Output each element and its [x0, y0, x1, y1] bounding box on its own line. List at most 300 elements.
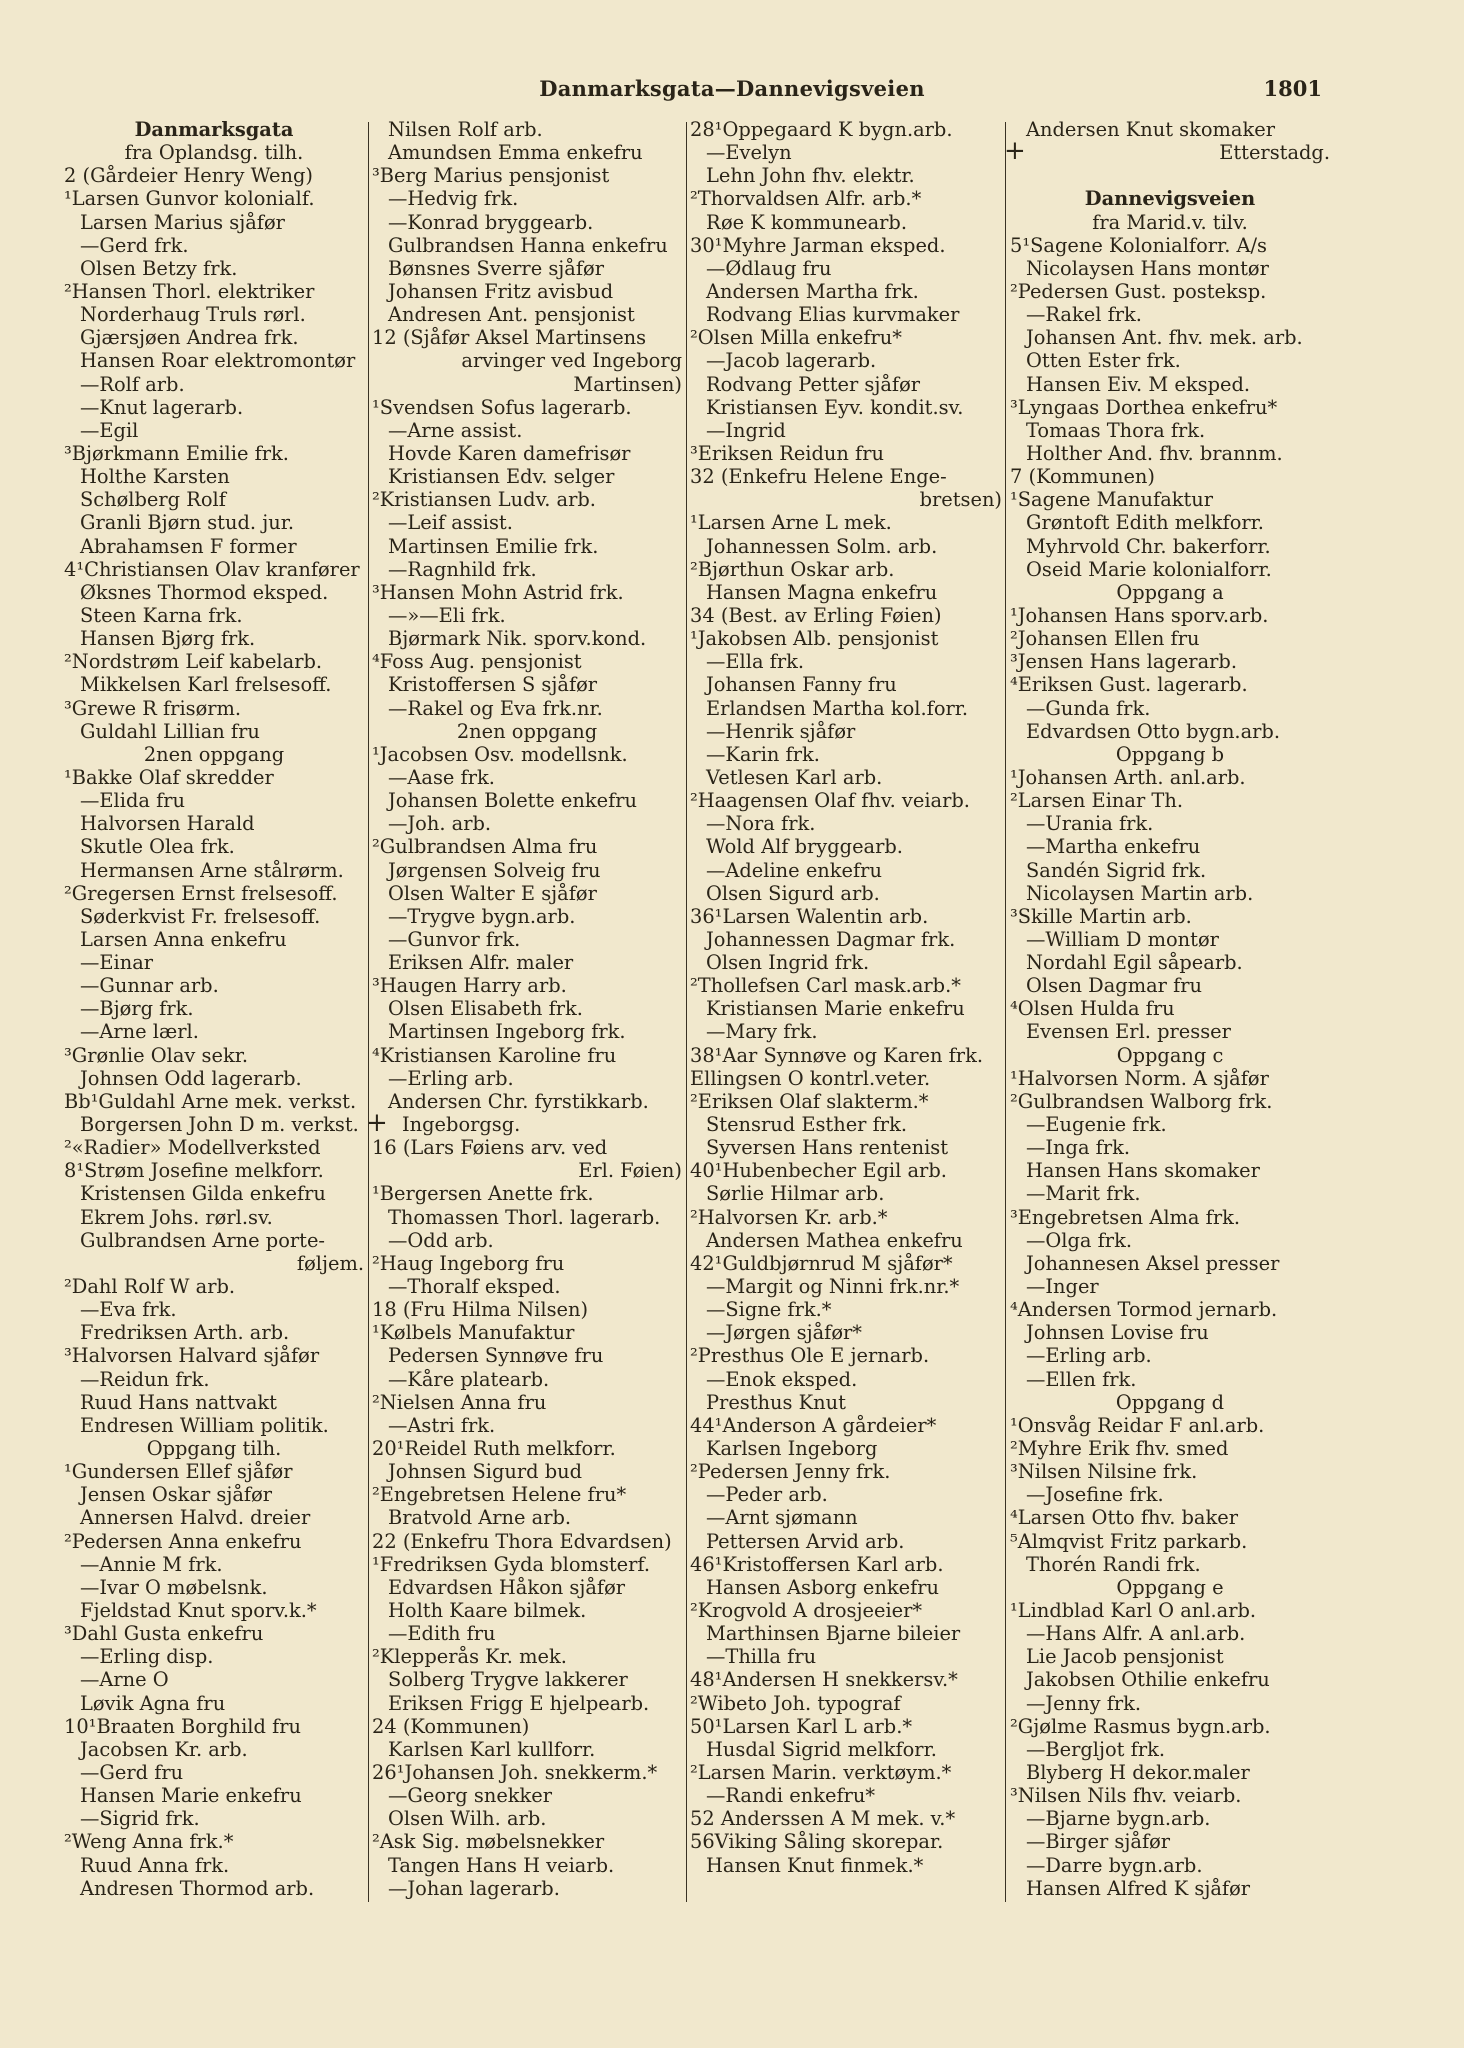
- directory-entry: Olsen Sigurd arb.: [706, 881, 880, 905]
- directory-entry: —Gunnar arb.: [80, 974, 219, 998]
- directory-entry: ³Eriksen Reidun fru: [690, 441, 884, 465]
- directory-entry: —Birger sjåfør: [1026, 1830, 1171, 1854]
- directory-entry: Erlandsen Martha kol.forr.: [706, 696, 969, 720]
- directory-entry: Ruud Anna frk.: [80, 1853, 230, 1877]
- directory-entry: Gulbrandsen Hanna enkefru: [388, 233, 668, 257]
- directory-entry: Fredriksen Arth. arb.: [80, 1321, 290, 1345]
- directory-entry: Hansen Asborg enkefru: [706, 1575, 940, 1599]
- directory-entry: Otten Ester frk.: [1026, 349, 1181, 373]
- directory-entry: Hansen Knut finmek.*: [706, 1853, 924, 1877]
- section-label: 2nen oppgang: [456, 719, 598, 743]
- directory-entry: ²Wibeto Joh. typograf: [690, 1691, 901, 1715]
- directory-entry: —Bjarne bygn.arb.: [1026, 1807, 1211, 1831]
- directory-entry: 56Viking Såling skorepar.: [690, 1830, 944, 1854]
- directory-entry: ¹Halvorsen Norm. A sjåfør: [1010, 1066, 1269, 1090]
- directory-entry: Annersen Halvd. dreier: [80, 1506, 311, 1530]
- directory-entry: 26¹Johansen Joh. snekkerm.*: [372, 1760, 658, 1784]
- section-label: Oppgang tilh.: [146, 1437, 282, 1461]
- directory-entry: 22 (Enkefru Thora Edvardsen): [372, 1529, 672, 1553]
- directory-entry: ⁴Andersen Tormod jernarb.: [1010, 1298, 1278, 1322]
- directory-entry: —Joh. arb.: [388, 812, 492, 836]
- directory-entry: Kristensen Gilda enkefru: [80, 1182, 326, 1206]
- directory-entry: Hansen Magna enkefru: [706, 580, 938, 604]
- directory-entry: Bønsnes Sverre sjåfør: [388, 256, 604, 280]
- section-label: Oppgang a: [1116, 580, 1224, 604]
- directory-entry: —Erling disp.: [80, 1645, 214, 1669]
- section-label: Oppgang d: [1115, 1390, 1225, 1414]
- directory-entry: —Rolf arb.: [80, 372, 185, 396]
- directory-entry: ²Halvorsen Kr. arb.*: [690, 1205, 888, 1229]
- directory-entry: ²Nielsen Anna fru: [372, 1390, 547, 1414]
- directory-entry: ²Dahl Rolf W arb.: [64, 1275, 236, 1299]
- cross-icon: +: [1004, 136, 1026, 167]
- directory-entry: Jensen Oskar sjåfør: [80, 1483, 273, 1507]
- directory-entry: ¹Jacobsen Osv. modellsnk.: [372, 742, 628, 766]
- directory-entry: —Darre bygn.arb.: [1026, 1853, 1203, 1877]
- directory-entry: Presthus Knut: [706, 1390, 846, 1414]
- directory-entry: —Knut lagerarb.: [80, 395, 244, 419]
- directory-entry: Hermansen Arne stålrørm.: [80, 858, 344, 882]
- directory-entry: Andersen Chr. fyrstikkarb.: [388, 1089, 649, 1113]
- directory-entry: Myhrvold Chr. bakerforr.: [1026, 534, 1271, 558]
- column-1: [64, 118, 364, 1900]
- directory-entry: Solberg Trygve lakkerer: [388, 1668, 628, 1692]
- directory-entry: —Elida fru: [80, 789, 186, 813]
- directory-entry: —Konrad bryggearb.: [388, 210, 594, 234]
- directory-entry: Martinsen Emilie frk.: [388, 534, 599, 558]
- directory-entry: ²Haug Ingeborg fru: [372, 1251, 565, 1275]
- directory-entry: Syversen Hans rentenist: [706, 1136, 949, 1160]
- directory-entry: ²Olsen Milla enkefru*: [690, 326, 902, 350]
- directory-entry: Blyberg H dekor.maler: [1026, 1760, 1250, 1784]
- directory-entry: Vetlesen Karl arb.: [706, 765, 883, 789]
- directory-entry: 4¹Christiansen Olav kranfører: [64, 557, 360, 581]
- directory-entry: —Eva frk.: [80, 1298, 177, 1322]
- directory-entry: Grøntoft Edith melkforr.: [1026, 511, 1264, 535]
- street-heading: Dannevigsveien: [1084, 187, 1256, 211]
- directory-entry: Bjørmark Nik. sporv.kond.: [388, 627, 647, 651]
- directory-entry: Johansen Bolette enkefru: [388, 789, 638, 813]
- directory-entry: føljem.: [296, 1251, 364, 1275]
- directory-entry: —Edith fru: [388, 1622, 496, 1646]
- directory-entry: 40¹Hubenbecher Egil arb.: [690, 1159, 947, 1183]
- directory-entry: Johnsen Sigurd bud: [388, 1460, 583, 1484]
- directory-entry: —Georg snekker: [388, 1784, 553, 1808]
- directory-entry: Norderhaug Truls rørl.: [80, 303, 306, 327]
- directory-entry: Martinsen): [573, 372, 682, 396]
- directory-entry: Fjeldstad Knut sporv.k.*: [80, 1599, 317, 1622]
- directory-entry: Kristoffersen S sjåfør: [388, 673, 598, 697]
- directory-entry: Rodvang Elias kurvmaker: [706, 303, 960, 327]
- directory-entry: Nicolaysen Hans montør: [1026, 256, 1269, 280]
- directory-entry: 48¹Andersen H snekkersv.*: [690, 1668, 958, 1692]
- directory-entry: ¹Larsen Gunvor kolonialf.: [64, 187, 315, 211]
- directory-entry: —Margit og Ninni frk.nr.*: [706, 1275, 960, 1299]
- page-header-title: Danmarksgata—Dannevigsveien: [539, 76, 925, 101]
- directory-entry: 20¹Reidel Ruth melkforr.: [372, 1437, 616, 1461]
- directory-entry: Holther And. fhv. brannm.: [1026, 441, 1283, 465]
- directory-entry: Wold Alf bryggearb.: [706, 835, 903, 859]
- directory-entry: —Aase frk.: [388, 765, 495, 789]
- directory-entry: ³Skille Martin arb.: [1010, 904, 1192, 928]
- directory-entry: Andresen Ant. pensjonist: [388, 303, 635, 327]
- section-label: Oppgang e: [1116, 1575, 1224, 1599]
- directory-entry: Larsen Marius sjåfør: [80, 210, 285, 234]
- directory-entry: ²Larsen Einar Th.: [1010, 789, 1183, 813]
- directory-entry: —Evelyn: [706, 141, 792, 165]
- directory-entry: Ekrem Johs. rørl.sv.: [80, 1205, 273, 1229]
- directory-entry: ²Gjølme Rasmus bygn.arb.: [1010, 1714, 1271, 1738]
- directory-entry: Nicolaysen Martin arb.: [1026, 881, 1254, 905]
- directory-entry: Halvorsen Harald: [80, 812, 255, 836]
- directory-entry: ³Berg Marius pensjonist: [372, 164, 610, 188]
- directory-entry: ³Grønlie Olav sekr.: [64, 1043, 248, 1067]
- directory-entry: Husdal Sigrid melkforr.: [706, 1737, 937, 1761]
- directory-entry: Nilsen Rolf arb.: [388, 118, 543, 141]
- directory-entry: ³Dahl Gusta enkefru: [64, 1622, 264, 1646]
- directory-entry: 36¹Larsen Walentin arb.: [690, 904, 929, 928]
- directory-entry: Stensrud Esther frk.: [706, 1113, 907, 1137]
- directory-entry: —Ødlaug fru: [706, 256, 832, 280]
- directory-entry: ¹Svendsen Sofus lagerarb.: [372, 395, 632, 419]
- directory-entry: —Enok eksped.: [706, 1367, 858, 1391]
- directory-entry: ²Engebretsen Helene fru*: [372, 1483, 627, 1507]
- directory-entry: 52 Anderssen A M mek. v.*: [690, 1807, 956, 1831]
- directory-entry: —Adeline enkefru: [706, 858, 882, 882]
- directory-entry: arvinger ved Ingeborg: [461, 349, 682, 373]
- directory-entry: ³Nilsen Nils fhv. veiarb.: [1010, 1784, 1242, 1808]
- directory-entry: 10¹Braaten Borghild fru: [64, 1714, 302, 1738]
- directory-entry: Hansen Eiv. M eksped.: [1026, 372, 1251, 396]
- directory-entry: ²Gregersen Ernst frelsesoff.: [64, 881, 338, 905]
- street-crossing: [1004, 136, 1330, 167]
- directory-entry: 30¹Myhre Jarman eksped.: [690, 233, 946, 257]
- directory-entry: Granli Bjørn stud. jur.: [80, 511, 295, 535]
- directory-entry: —Eugenie frk.: [1026, 1113, 1167, 1137]
- directory-entry: Johannessen Solm. arb.: [706, 534, 938, 558]
- directory-entry: Hansen Bjørg frk.: [80, 627, 256, 651]
- directory-entry: —Inger: [1026, 1275, 1099, 1299]
- directory-entry: Martinsen Ingeborg frk.: [388, 1020, 626, 1044]
- directory-entry: —Gunvor frk.: [388, 927, 521, 951]
- section-label: Oppgang b: [1115, 742, 1225, 766]
- directory-entry: ¹Johansen Arth. anl.arb.: [1010, 765, 1246, 789]
- directory-entry: 18 (Fru Hilma Nilsen): [372, 1298, 589, 1322]
- directory-entry: [1010, 164, 1330, 187]
- directory-entry: Karlsen Karl kullforr.: [388, 1737, 596, 1761]
- directory-entry: Larsen Anna enkefru: [80, 927, 287, 951]
- directory-entry: Sandén Sigrid frk.: [1026, 858, 1207, 882]
- directory-entry: Schølberg Rolf: [80, 488, 226, 512]
- directory-entry: Abrahamsen F former: [80, 534, 297, 558]
- directory-entry: ³Bjørkmann Emilie frk.: [64, 441, 289, 465]
- directory-entry: Johannesen Aksel presser: [1026, 1251, 1280, 1275]
- directory-entry: ¹Johansen Hans sporv.arb.: [1010, 603, 1269, 627]
- directory-entry: —Ivar O møbelsnk.: [80, 1575, 268, 1599]
- directory-entry: Bb¹Guldahl Arne mek. verkst.: [64, 1089, 357, 1113]
- directory-entry: —Erling arb.: [388, 1066, 514, 1090]
- column-divider: [1005, 122, 1006, 1902]
- directory-entry: Borgersen John D m. verkst.: [80, 1113, 359, 1137]
- section-label: fra Marid.v. tilv.: [1092, 210, 1248, 234]
- directory-entry: 12 (Sjåfør Aksel Martinsens: [372, 326, 647, 350]
- directory-entry: Johansen Ant. fhv. mek. arb.: [1026, 326, 1303, 350]
- directory-entry: ³Haugen Harry arb.: [372, 974, 567, 998]
- directory-entry: —Jacob lagerarb.: [706, 349, 877, 373]
- directory-entry: Gulbrandsen Arne porte-: [80, 1228, 325, 1252]
- directory-entry: —Ella frk.: [706, 650, 805, 674]
- directory-entry: ²Larsen Marin. verktøym.*: [690, 1760, 952, 1784]
- directory-entry: Edvardsen Otto bygn.arb.: [1026, 719, 1281, 743]
- directory-entry: ²Thorvaldsen Alfr. arb.*: [690, 187, 922, 211]
- directory-entry: 42¹Guldbjørnrud M sjåfør*: [690, 1251, 953, 1275]
- directory-entry: ³Jensen Hans lagerarb.: [1010, 650, 1237, 674]
- directory-entry: —Arne lærl.: [80, 1020, 199, 1044]
- street-crossing: [366, 1108, 682, 1139]
- directory-entry: ³Nilsen Nilsine frk.: [1010, 1460, 1198, 1484]
- directory-entry: 34 (Best. av Erling Føien): [690, 603, 942, 627]
- directory-entry: Holth Kaare bilmek.: [388, 1599, 587, 1622]
- directory-entry: —Trygve bygn.arb.: [388, 904, 576, 928]
- directory-entry: Olsen Betzy frk.: [80, 256, 238, 280]
- directory-entry: ⁴Eriksen Gust. lagerarb.: [1010, 673, 1248, 697]
- directory-entry: Amundsen Emma enkefru: [388, 141, 643, 165]
- directory-entry: —Inga frk.: [1026, 1136, 1131, 1160]
- crossing-street-name: Ingeborgsg.: [402, 1113, 521, 1137]
- directory-entry: —Randi enkefru*: [706, 1784, 876, 1808]
- directory-entry: 38¹Aar Synnøve og Karen frk.: [690, 1043, 983, 1067]
- directory-entry: Jacobsen Kr. arb.: [80, 1737, 248, 1761]
- section-label: fra Oplandsg. tilh.: [124, 141, 304, 165]
- directory-entry: —Karin frk.: [706, 742, 820, 766]
- directory-entry: Eriksen Frigg E hjelpearb.: [388, 1691, 650, 1715]
- directory-entry: 16 (Lars Føiens arv. ved: [372, 1136, 608, 1160]
- directory-entry: —Leif assist.: [388, 511, 513, 535]
- directory-entry: —Johan lagerarb.: [388, 1876, 560, 1900]
- directory-entry: Nordahl Egil såpearb.: [1026, 951, 1243, 975]
- directory-entry: ¹Gundersen Ellef sjåfør: [64, 1460, 293, 1484]
- directory-entry: —Gunda frk.: [1026, 696, 1151, 720]
- directory-entry: Edvardsen Håkon sjåfør: [388, 1575, 626, 1599]
- directory-entry: ¹Kølbels Manufaktur: [372, 1321, 575, 1345]
- street-heading: Danmarksgata: [134, 118, 294, 141]
- directory-entry: —Thilla fru: [706, 1645, 817, 1669]
- directory-entry: ²Haagensen Olaf fhv. veiarb.: [690, 789, 970, 813]
- directory-entry: ⁴Larsen Otto fhv. baker: [1010, 1506, 1238, 1530]
- directory-entry: Johansen Fritz avisbud: [388, 279, 614, 303]
- directory-entry: Hansen Hans skomaker: [1026, 1159, 1260, 1183]
- directory-entry: Thomassen Thorl. lagerarb.: [388, 1205, 661, 1229]
- directory-entry: —Josefine frk.: [1026, 1483, 1164, 1507]
- directory-entry: Oseid Marie kolonialforr.: [1026, 557, 1272, 581]
- directory-entry: Hansen Roar elektromontør: [80, 349, 356, 373]
- directory-entry: Skutle Olea frk.: [80, 835, 235, 859]
- directory-entry: —Gerd fru: [80, 1760, 184, 1784]
- directory-entry: Kristiansen Eyv. kondit.sv.: [706, 395, 964, 419]
- directory-entry: 2 (Gårdeier Henry Weng): [64, 164, 313, 188]
- directory-entry: —Annie M frk.: [80, 1552, 223, 1576]
- column-3: [690, 118, 1002, 1877]
- directory-entry: —Marit frk.: [1026, 1182, 1141, 1206]
- directory-entry: ²Krogvold A drosjeeier*: [690, 1599, 923, 1622]
- directory-entry: Erl. Føien): [578, 1159, 682, 1183]
- directory-entry: ¹Lindblad Karl O anl.arb.: [1010, 1599, 1257, 1622]
- directory-entry: Johansen Fanny fru: [706, 673, 897, 697]
- directory-entry: —Astri frk.: [388, 1413, 496, 1437]
- directory-entry: ¹Sagene Manufaktur: [1010, 488, 1214, 512]
- directory-entry: ¹Larsen Arne L mek.: [690, 511, 892, 535]
- directory-entry: 44¹Anderson A gårdeier*: [690, 1413, 937, 1437]
- directory-entry: Lehn John fhv. elektr.: [706, 164, 915, 188]
- directory-entry: ³Grewe R frisørm.: [64, 696, 242, 720]
- directory-entry: Søderkvist Fr. frelsesoff.: [80, 904, 321, 928]
- cross-icon: +: [366, 1108, 388, 1139]
- directory-entry: 7 (Kommunen): [1010, 465, 1155, 489]
- directory-entry: Bratvold Arne arb.: [388, 1506, 572, 1530]
- column-divider: [368, 122, 369, 1902]
- directory-entry: Johnsen Odd lagerarb.: [80, 1066, 302, 1090]
- directory-entry: Holthe Karsten: [80, 465, 230, 489]
- directory-entry: Olsen Walter E sjåfør: [388, 881, 597, 905]
- directory-entry: ²Pedersen Anna enkefru: [64, 1529, 302, 1553]
- directory-entry: Marthinsen Bjarne bileier: [706, 1622, 961, 1646]
- directory-entry: ²Pedersen Jenny frk.: [690, 1460, 891, 1484]
- directory-entry: Jakobsen Othilie enkefru: [1026, 1668, 1270, 1692]
- directory-entry: —Rakel og Eva frk.nr.: [388, 696, 603, 720]
- directory-entry: 24 (Kommunen): [372, 1714, 530, 1738]
- directory-entry: Hansen Alfred K sjåfør: [1026, 1876, 1251, 1900]
- directory-entry: ²Pedersen Gust. posteksp.: [1010, 279, 1267, 303]
- directory-entry: Øksnes Thormod eksped.: [80, 580, 329, 604]
- directory-entry: Olsen Elisabeth frk.: [388, 997, 583, 1021]
- directory-entry: —Ingrid: [706, 418, 786, 442]
- directory-entry: ²Eriksen Olaf slakterm.*: [690, 1089, 929, 1113]
- directory-entry: —Kåre platearb.: [388, 1367, 550, 1391]
- directory-entry: 5¹Sagene Kolonialforr. A/s: [1010, 233, 1268, 257]
- directory-entry: ²Bjørthun Oskar arb.: [690, 557, 895, 581]
- directory-entry: Guldahl Lillian fru: [80, 719, 260, 743]
- directory-entry: Olsen Dagmar fru: [1026, 974, 1203, 998]
- directory-entry: —Ellen frk.: [1026, 1367, 1137, 1391]
- directory-entry: —Erling arb.: [1026, 1344, 1152, 1368]
- directory-entry: —Arne assist.: [388, 418, 523, 442]
- directory-entry: —Jørgen sjåfør*: [706, 1321, 862, 1345]
- directory-entry: —Mary frk.: [706, 1020, 818, 1044]
- directory-entry: —Signe frk.*: [706, 1298, 832, 1322]
- directory-entry: Mikkelsen Karl frelsesoff.: [80, 673, 332, 697]
- directory-entry: —Ragnhild frk.: [388, 557, 537, 581]
- section-label: Oppgang c: [1116, 1043, 1224, 1067]
- directory-entry: —Arne O: [80, 1668, 169, 1692]
- directory-entry: bretsen): [919, 488, 1002, 512]
- directory-entry: ⁵Almqvist Fritz parkarb.: [1010, 1529, 1248, 1553]
- directory-entry: —Thoralf eksped.: [388, 1275, 561, 1299]
- directory-entry: —Rakel frk.: [1026, 303, 1142, 327]
- directory-entry: Rodvang Petter sjåfør: [706, 372, 921, 396]
- directory-entry: —Hans Alfr. A anl.arb.: [1026, 1622, 1246, 1646]
- directory-entry: ²Ask Sig. møbelsnekker: [372, 1830, 605, 1854]
- directory-entry: Sørlie Hilmar arb.: [706, 1182, 885, 1206]
- directory-entry: Kristiansen Edv. selger: [388, 465, 615, 489]
- directory-entry: ⁴Olsen Hulda fru: [1010, 997, 1175, 1021]
- directory-entry: Evensen Erl. presser: [1026, 1020, 1231, 1044]
- column-divider: [686, 122, 687, 1902]
- directory-entry: Tangen Hans H veiarb.: [388, 1853, 615, 1877]
- directory-entry: —Martha enkefru: [1026, 835, 1201, 859]
- directory-entry: ²Nordstrøm Leif kabelarb.: [64, 650, 323, 674]
- directory-entry: ³Lyngaas Dorthea enkefru*: [1010, 395, 1278, 419]
- column-2: [366, 118, 682, 1900]
- directory-entry: ¹Bergersen Anette frk.: [372, 1182, 594, 1206]
- directory-entry: Johannessen Dagmar frk.: [706, 927, 956, 951]
- directory-entry: Karlsen Ingeborg: [706, 1437, 878, 1461]
- directory-entry: ²«Radier» Modellverksted: [64, 1136, 321, 1160]
- directory-entry: Gjærsjøen Andrea frk.: [80, 326, 299, 350]
- directory-entry: ²Gulbrandsen Alma fru: [372, 835, 598, 859]
- directory-entry: Pettersen Arvid arb.: [706, 1529, 905, 1553]
- directory-entry: Andersen Knut skomaker: [1026, 118, 1275, 141]
- directory-entry: Ellingsen O kontrl.veter.: [690, 1066, 931, 1090]
- directory-entry: —Peder arb.: [706, 1483, 828, 1507]
- directory-entry: Andersen Mathea enkefru: [706, 1228, 963, 1252]
- directory-entry: ¹Jakobsen Alb. pensjonist: [690, 627, 939, 651]
- directory-entry: —Bergljot frk.: [1026, 1737, 1166, 1761]
- directory-entry: Olsen Ingrid frk.: [706, 951, 870, 975]
- directory-entry: ²Hansen Thorl. elektriker: [64, 279, 315, 303]
- directory-entry: Jørgensen Solveig fru: [388, 858, 601, 882]
- directory-entry: Eriksen Alfr. maler: [388, 951, 574, 975]
- directory-entry: —Einar: [80, 951, 154, 975]
- section-label: 2nen oppgang: [143, 742, 285, 766]
- directory-entry: Andresen Thormod arb.: [80, 1876, 315, 1900]
- directory-entry: Kristiansen Marie enkefru: [706, 997, 965, 1021]
- directory-entry: ²Kristiansen Ludv. arb.: [372, 488, 596, 512]
- directory-entry: 8¹Strøm Josefine melkforr.: [64, 1159, 324, 1183]
- directory-entry: Lie Jacob pensjonist: [1026, 1645, 1224, 1669]
- directory-entry: —Olga frk.: [1026, 1228, 1132, 1252]
- directory-entry: ²Presthus Ole E jernarb.: [690, 1344, 930, 1368]
- directory-entry: —»—Eli frk.: [388, 603, 506, 627]
- page-number: 1801: [1263, 76, 1322, 101]
- directory-entry: ¹Fredriksen Gyda blomsterf.: [372, 1552, 651, 1576]
- directory-entry: Løvik Agna fru: [80, 1691, 226, 1715]
- directory-entry: Endresen William politik.: [80, 1413, 329, 1437]
- directory-entry: Ruud Hans nattvakt: [80, 1390, 277, 1414]
- directory-entry: 28¹Oppegaard K bygn.arb.: [690, 118, 953, 141]
- directory-entry: —Hedvig frk.: [388, 187, 519, 211]
- directory-entry: —Arnt sjømann: [706, 1506, 858, 1530]
- directory-entry: —Bjørg frk.: [80, 997, 194, 1021]
- directory-entry: ⁴Kristiansen Karoline fru: [372, 1043, 617, 1067]
- directory-entry: ³Halvorsen Halvard sjåfør: [64, 1344, 320, 1368]
- directory-entry: Hovde Karen damefrisør: [388, 441, 631, 465]
- directory-entry: ²Myhre Erik fhv. smed: [1010, 1437, 1229, 1461]
- directory-entry: —Jenny frk.: [1026, 1691, 1142, 1715]
- directory-entry: —Gerd frk.: [80, 233, 189, 257]
- directory-entry: 50¹Larsen Karl L arb.*: [690, 1714, 913, 1738]
- directory-entry: Andersen Martha frk.: [706, 279, 919, 303]
- directory-entry: Steen Karna frk.: [80, 603, 243, 627]
- directory-entry: —William D montør: [1026, 927, 1219, 951]
- directory-entry: Tomaas Thora frk.: [1026, 418, 1206, 442]
- directory-entry: Pedersen Synnøve fru: [388, 1344, 604, 1368]
- directory-entry: Thorén Randi frk.: [1026, 1552, 1201, 1576]
- directory-entry: 46¹Kristoffersen Karl arb.: [690, 1552, 944, 1576]
- directory-entry: ²Thollefsen Carl mask.arb.*: [690, 974, 961, 998]
- directory-entry: ²Klepperås Kr. mek.: [372, 1645, 567, 1669]
- directory-entry: —Egil: [80, 418, 139, 442]
- directory-entry: ⁴Foss Aug. pensjonist: [372, 650, 582, 674]
